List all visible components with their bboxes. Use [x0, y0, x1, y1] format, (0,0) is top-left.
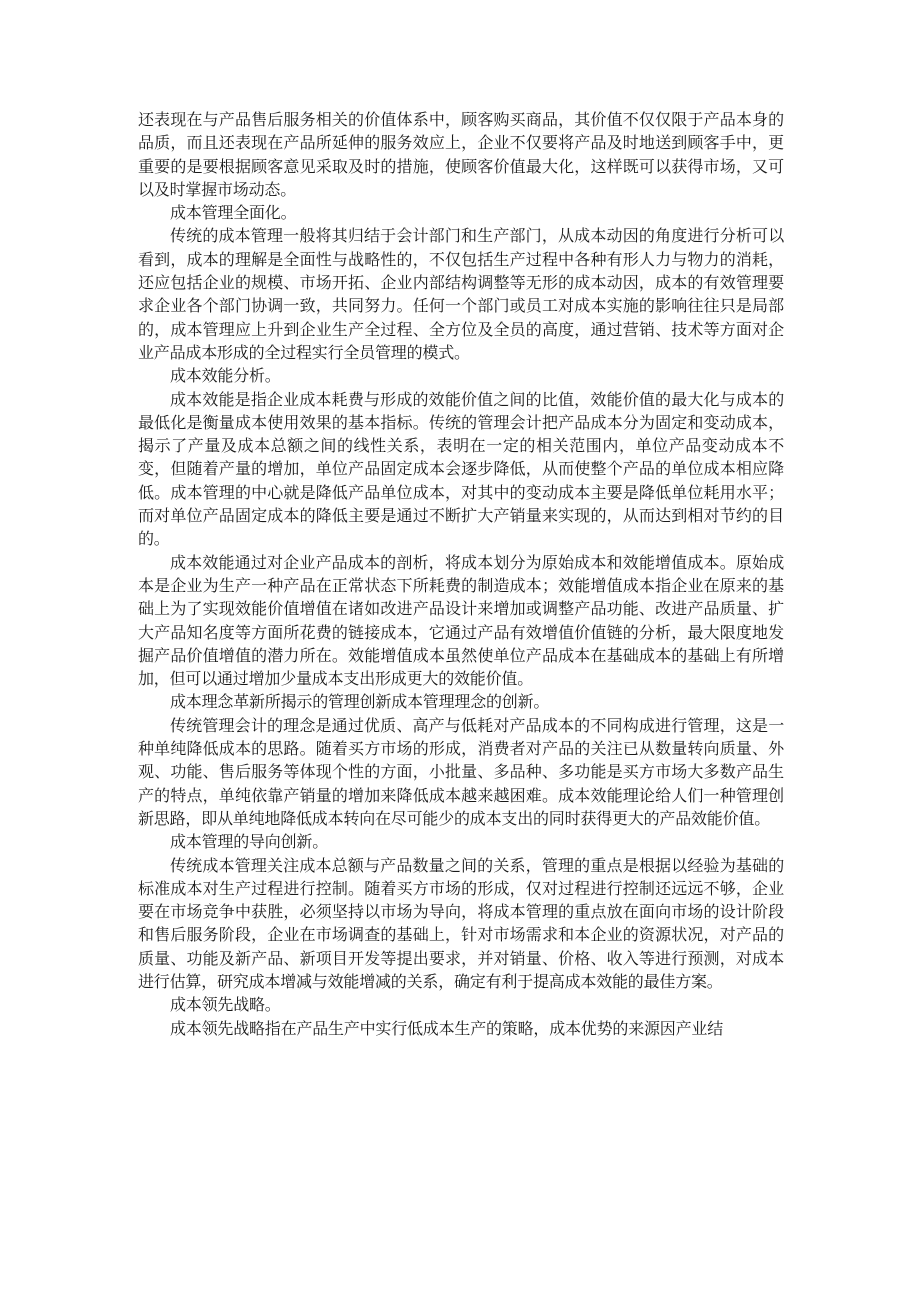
paragraph-traditional-accounting-concept: 传统管理会计的理念是通过优质、高产与低耗对产品成本的不同构成进行管理，这是一种单纯降低成本的思路。随着买方市场的形成，消费者对产品的关注已从数量转向质量、外观、功能、售后服务等体现个性的方面，小批量、多品种、多功能是买方市场大多数产品生产的特点，单纯依靠产销量的增加来降低成本越来越困难。成本效能理论给人们一种管理创新思路，即从单纯地降低成本转向在尽可能少的成本支出的同时获得更大的产品效能价值。	[138, 715, 784, 828]
heading-cost-orientation-innovation: 成本管理的导向创新。	[170, 832, 329, 852]
document-body	[138, 108, 784, 1040]
paragraph-cost-efficiency-breakdown: 成本效能通过对企业产品成本的剖析，将成本划分为原始成本和效能增值成本。原始成本是企业为生产一种产品在正常状态下所耗费的制造成本；效能增值成本指企业在原来的基础上为了实现效能价值增值在诸如改进产品设计来增加或调整产品功能、改进产品质量、扩大产品知名度等方面所花费的链接成本，它通过产品有效增值价值链的分析，最大限度地发掘产品价值增值的潜力所在。效能增值成本虽然使单位产品成本在基础成本的基础上有所增加，但可以通过增加少量成本支出形成更大的效能价值。	[138, 552, 784, 689]
paragraph-traditional-cost-management: 传统的成本管理一般将其归结于会计部门和生产部门，从成本动因的角度进行分析可以看到，成本的理解是全面性与战略性的，不仅包括生产过程中各种有形人力与物力的消耗，还应包括企业的规模、市场开拓、企业内部结构调整等无形的成本动因，成本的有效管理要求企业各个部门协调一致，共同努力。任何一个部门或员工对成本实施的影响往往只是局部的，成本管理应上升到企业生产全过程、全方位及全员的高度，通过营销、技术等方面对企业产品成本形成的全过程实行全员管理的模式。	[138, 226, 784, 362]
heading-cost-leadership-strategy: 成本领先战略。	[170, 995, 281, 1015]
paragraph-continued-customer-value: 还表现在与产品售后服务相关的价值体系中，顾客购买商品，其价值不仅仅限于产品本身的品质，而且还表现在产品所延伸的服务效应上，企业不仅要将产品及时地送到顾客手中，更重要的是要根据顾客意见采取及时的措施，使顾客价值最大化，这样既可以获得市场，又可以及时掌握市场动态。	[138, 110, 784, 199]
heading-cost-management-comprehensive: 成本管理全面化。	[170, 203, 297, 223]
heading-cost-efficiency-analysis: 成本效能分析。	[170, 366, 281, 386]
heading-cost-concept-innovation: 成本理念革新所揭示的管理创新成本管理理念的创新。	[170, 692, 550, 712]
paragraph-cost-efficiency-definition: 成本效能是指企业成本耗费与形成的效能价值之间的比值，效能价值的最大化与成本的最低化是衡量成本使用效果的基本指标。传统的管理会计把产品成本分为固定和变动成本，揭示了产量及成本总额之间的线性关系，表明在一定的相关范围内，单位产品变动成本不变，但随着产量的增加，单位产品固定成本会逐步降低，从而使整个产品的单位成本相应降低。成本管理的中心就是降低产品单位成本，对其中的变动成本主要是降低单位耗用水平；而对单位产品固定成本的降低主要是通过不断扩大产销量来实现的，从而达到相对节约的目的。	[138, 389, 784, 549]
paragraph-market-orientation: 传统成本管理关注成本总额与产品数量之间的关系，管理的重点是根据以经验为基础的标准成本对生产过程进行控制。随着买方市场的形成，仅对过程进行控制还远远不够，企业要在市场竞争中获胜，必须坚持以市场为导向，将成本管理的重点放在面向市场的设计阶段和售后服务阶段，企业在市场调查的基础上，针对市场需求和本企业的资源状况，对产品的质量、功能及新产品、新项目开发等提出要求，并对销量、价格、收入等进行预测，对成本进行估算，研究成本增减与效能增减的关系，确定有利于提高成本效能的最佳方案。	[138, 855, 784, 991]
paragraph-cost-leadership-definition: 成本领先战略指在产品生产中实行低成本生产的策略，成本优势的来源因产业结	[170, 1018, 724, 1038]
